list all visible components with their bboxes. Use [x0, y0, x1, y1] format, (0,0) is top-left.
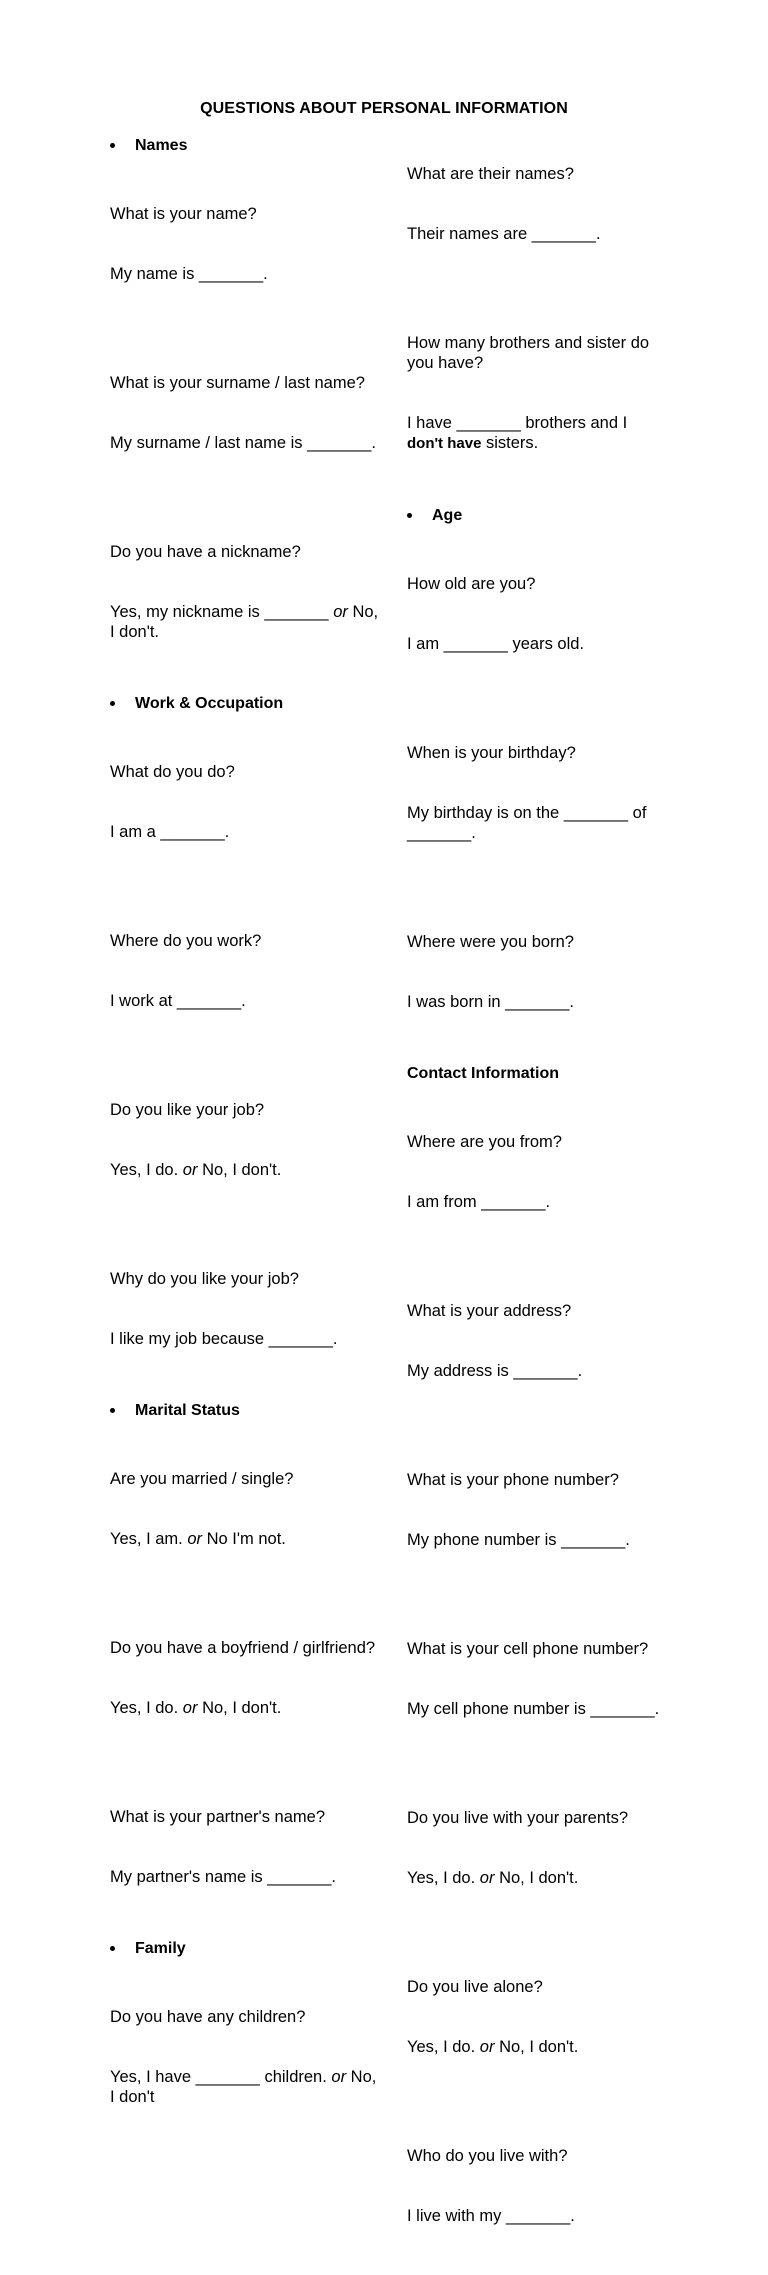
qa-item	[110, 1060, 380, 1220]
answer: Their names are _______.	[407, 225, 601, 243]
or-word: or	[182, 1699, 198, 1717]
answer	[110, 602, 383, 642]
answer-text: Yes, my nickname is _______	[110, 603, 329, 621]
answer	[407, 413, 667, 454]
answer-text: Yes, I do.	[110, 1699, 179, 1717]
answer: My address is _______.	[407, 1362, 583, 1380]
qa-item	[407, 2106, 667, 2266]
question: What is your surname / last name?	[110, 374, 365, 392]
answer-alt: No I'm not.	[206, 1530, 286, 1548]
qa-item	[407, 703, 667, 883]
qa-item	[110, 1429, 380, 1589]
question: Where are you from?	[407, 1133, 562, 1151]
answer-bold: don't have	[407, 435, 482, 452]
qa-item	[110, 722, 380, 882]
question: What are their names?	[407, 165, 574, 183]
answer: I work at _______.	[110, 992, 246, 1010]
answer-alt: No, I don't.	[202, 1161, 282, 1179]
answer-alt: No, I don't.	[202, 1699, 282, 1717]
section-heading-contact: Contact Information	[407, 1065, 559, 1082]
qa-item	[110, 502, 383, 682]
qa-item	[110, 1967, 380, 2147]
qa-item	[407, 892, 667, 1052]
answer-text: Yes, I do.	[110, 1161, 179, 1179]
answer: I am a _______.	[110, 823, 230, 841]
answer: I like my job because _______.	[110, 1330, 338, 1348]
question: When is your birthday?	[407, 744, 576, 762]
answer	[110, 1529, 380, 1549]
question: What is your cell phone number?	[407, 1640, 649, 1658]
section-heading-marital: Marital Status	[110, 1401, 380, 1421]
question: Do you have a boyfriend / girlfriend?	[110, 1639, 376, 1657]
answer: My surname / last name is _______.	[110, 434, 376, 452]
question: What is your partner's name?	[110, 1808, 325, 1826]
answer-text: Yes, I do.	[407, 1869, 476, 1887]
qa-item	[407, 1261, 667, 1421]
question: Who do you live with?	[407, 2147, 568, 2165]
answer-text: Yes, I am.	[110, 1530, 183, 1548]
question: Why do you like your job?	[110, 1270, 299, 1288]
page-title: QUESTIONS ABOUT PERSONAL INFORMATION	[200, 100, 568, 117]
question: How many brothers and sister do you have?	[407, 334, 654, 372]
or-word: or	[331, 2068, 347, 2086]
answer: I live with my _______.	[407, 2207, 575, 2225]
answer	[110, 2067, 380, 2107]
question: Where do you work?	[110, 932, 262, 950]
or-word: or	[333, 603, 348, 621]
answer-alt: No, I don't.	[499, 1869, 579, 1887]
question: How old are you?	[407, 575, 536, 593]
question: What is your name?	[110, 205, 257, 223]
answer: I was born in _______.	[407, 993, 574, 1011]
answer: My name is _______.	[110, 265, 268, 283]
qa-item	[407, 534, 667, 694]
section-heading-names: Names	[110, 136, 380, 156]
question: Do you like your job?	[110, 1101, 265, 1119]
answer: My birthday is on the _______ of _______.	[407, 804, 651, 842]
qa-item	[407, 1768, 667, 1928]
left-column	[110, 124, 383, 2156]
question: What do you do?	[110, 763, 235, 781]
question: Are you married / single?	[110, 1470, 294, 1488]
answer	[407, 2037, 667, 2057]
answer: I am _______ years old.	[407, 635, 585, 653]
answer	[407, 1868, 667, 1888]
question: Do you live with your parents?	[407, 1809, 629, 1827]
qa-item	[110, 164, 380, 324]
section-heading-family: Family	[110, 1939, 380, 1959]
qa-item	[407, 1937, 667, 2097]
answer-alt: No, I don't	[110, 2068, 381, 2106]
or-word: or	[479, 2038, 495, 2056]
qa-item	[407, 1599, 667, 1759]
right-column	[407, 124, 667, 2275]
answer: I am from _______.	[407, 1193, 551, 1211]
qa-item	[407, 124, 667, 284]
question: Do you have a nickname?	[110, 543, 301, 561]
answer-alt: No, I don't.	[499, 2038, 579, 2056]
section-heading-age: Age	[407, 506, 667, 526]
qa-item	[407, 1430, 667, 1590]
question: Do you have any children?	[110, 2008, 306, 2026]
answer: My cell phone number is _______.	[407, 1700, 660, 1718]
answer: My phone number is _______.	[407, 1531, 630, 1549]
answer: My partner's name is _______.	[110, 1868, 337, 1886]
answer-text: Yes, I have _______ children.	[110, 2068, 327, 2086]
or-word: or	[479, 1869, 495, 1887]
qa-item	[407, 293, 667, 494]
answer-alt: No, I don't.	[110, 603, 383, 641]
qa-item	[110, 1229, 380, 1389]
answer-text: I have _______ brothers and I	[407, 414, 628, 432]
qa-item	[110, 1598, 380, 1758]
question: What is your phone number?	[407, 1471, 619, 1489]
question: Where were you born?	[407, 933, 574, 951]
question: What is your address?	[407, 1302, 572, 1320]
qa-item	[110, 891, 380, 1051]
or-word: or	[182, 1161, 198, 1179]
question: Do you live alone?	[407, 1978, 543, 1996]
or-word: or	[187, 1530, 203, 1548]
answer-text: Yes, I do.	[407, 2038, 476, 2056]
answer	[110, 1698, 380, 1718]
qa-item	[407, 1092, 667, 1252]
section-heading-work: Work & Occupation	[110, 694, 380, 714]
qa-item	[110, 1767, 380, 1927]
answer-tail: sisters.	[481, 434, 539, 452]
qa-item	[110, 333, 380, 493]
answer	[110, 1160, 380, 1180]
